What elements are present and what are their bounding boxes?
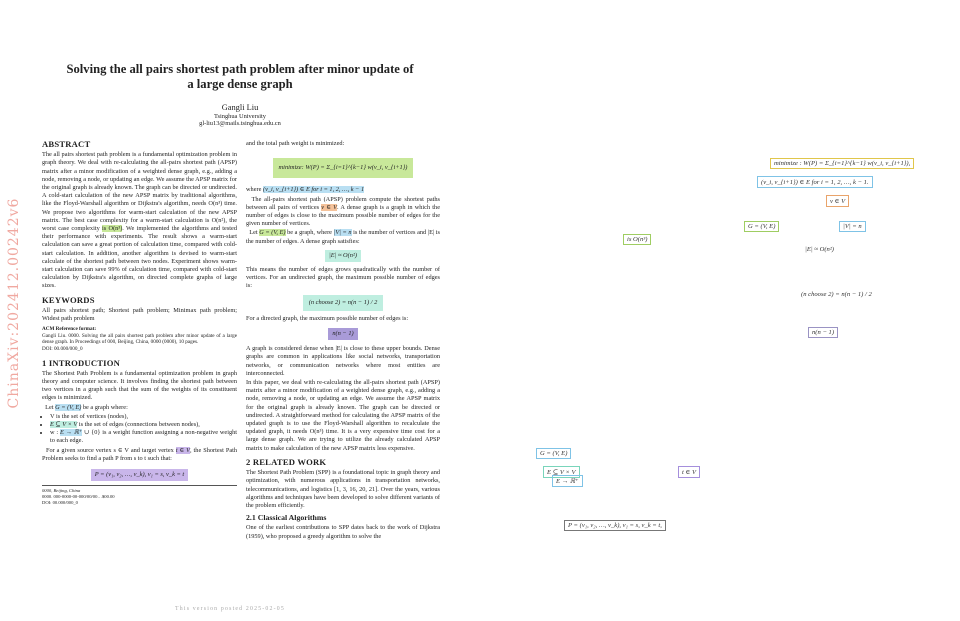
paper-title-line1: Solving the all pairs shortest path problem after minor update of xyxy=(66,62,414,76)
binomial-equation: (n choose 2) = n(n − 1) / 2 xyxy=(303,295,384,311)
panel-edge-set: E ⊆ V × V xyxy=(543,466,580,478)
affiliation: Tsinghua University xyxy=(214,113,266,120)
panel-v-in-v: v ∈ V xyxy=(826,195,849,207)
title-block xyxy=(20,62,460,127)
equation-panel xyxy=(460,0,960,621)
list-item: • V is the set of vertices (nodes), xyxy=(50,413,237,421)
panel-graph-def-2: G = (V, E) xyxy=(536,448,571,459)
intro-let: Let G = (V, E) be a graph where: xyxy=(45,403,128,411)
acm-reference: ACM Reference format: Gangli Liu. 0000. Solving the all pairs shortest path problem after minor update of a large dense graph. In Proceedings of 000, Beijing, China, 0000 (0000), 10 pages. DOI: 00.000/000_0 xyxy=(42,326,237,353)
panel-vertex-count: |V| = n xyxy=(839,221,866,232)
path-equation: P = (v₁, v₂, …, v_k), v₁ = s, v_k = t xyxy=(91,469,188,481)
panel-graph-def: G = (V, E) xyxy=(744,221,779,232)
quadratic-paragraph: This means the number of edges grows quadratically with the number of vertices. For an undirected graph, the maximum possible number of edges is: xyxy=(246,266,440,290)
panel-dense-equation: |E| ≈ O(n²) xyxy=(805,246,834,253)
intro-source-target: For a given source vertex s ∈ V and target vertex t ∈ V, the Shortest Path Problem seeks to find a path P from s to t such that: xyxy=(42,446,238,462)
minimize-equation: minimize: W(P) = Σ_{i=1}^{k−1} w(v_i, v_{i+1}) xyxy=(273,158,414,178)
panel-complexity: is O(n³) xyxy=(623,234,651,245)
panel-path-equation: P = (v₁, v₂, …, v_k), v₁ = s, v_k = t, xyxy=(564,520,666,531)
apsp-paragraph: The all-pairs shortest path (APSP) problem compute the shortest paths between all pairs of vertices v ∈ V. A dense graph is a graph in which the number of edges is close to the maximum possible number of edges for the given number of vertices. xyxy=(246,195,440,228)
list-item: • w : E → ℝ⁺ ∪ {0} is a weight function assigning a non-negative weight to each edge. xyxy=(50,429,237,445)
panel-where-equation: (v_i, v_{i+1}) ∈ E for i = 1, 2, …, k − 1. xyxy=(757,176,873,188)
where-line: where (v_i, v_{i+1}) ∈ E for i = 1, 2, …, k − 1 xyxy=(246,186,365,194)
introduction-heading: 1 INTRODUCTION xyxy=(42,357,121,368)
panel-target-vertex: t ∈ V xyxy=(678,466,700,478)
email: gl-liu13@mails.tsinghua.edu.cn xyxy=(199,120,281,127)
panel-directed-equation: n(n − 1) xyxy=(808,327,838,338)
dense-graph-paragraph: Let G = (V, E) be a graph, where |V| = n is the number of vertices and |E| is the number of edges. A dense graph satisfies: xyxy=(246,229,440,245)
author-name: Gangli Liu xyxy=(221,103,259,112)
abstract-text: The all pairs shortest path problem is a fundamental optimization problem in graph theory. We deal with re-calculating the all-pairs shortest path (APSP) matrix after a minor modification of a weighted dense graph, e.g., adding a node, removing a node, or updating an edge. We assume the APSP matrix for the original graph is already known. The graph can be directed or undirected. A cold-start calculation of the new APSP matrix by traditional algorithms, like the Floyd-Warshall algorithm or Dijkstra's algorithm, needs O(n³) time. We propose two algorithms for warm-start calculation of the new APSP matrix. The best case complexity for a warm-start calculation is O(n²), the worst case complexity is O(n³). We implemented the algorithms and tested their performance with experiments. The result shows a warm-start calculation can save a great portion of calculation time, compared with cold-start calculation. In addition, another algorithm is devised to warm-start calculate of the shortest path between two nodes. Experiment shows warm-start calculation can save 99% of calculation time, compared with cold-start calculation by Dijkstra's algorithm, on directed complete graphs of large sizes. xyxy=(42,151,237,290)
panel-binomial-equation: (n choose 2) = n(n − 1) / 2 xyxy=(801,291,872,298)
watermark: ChinaXiv:202412.00242v6 xyxy=(6,197,22,409)
footnote-block: 0000, Beijing, China 0000. 000-0000-00-000/00/00…$00.00 DOI: 00.000/000_0 xyxy=(42,485,237,505)
approach-paragraph: In this paper, we deal with re-calculating the all-pairs shortest path (APSP) matrix after a minor modification of a weighted dense graph, e.g., adding a node, removing a node, or updating an edge. We assume the APSP matrix for the original graph is already known. The graph can be directed or undirected. A straightforward method for calculating the APSP matrix of the updated graph is to use the Floyd-Warshall algorithm to recalculate the updated graph, it needs O(n³) time. It is a very expensive time cost for a large dense graph. We are trying to utilize the already calculated APSP matrix to make calculation of the new APSP matrix less expensive. xyxy=(246,379,440,452)
panel-minimize-equation: minimize : W(P) = Σ_{i=1}^{k−1} w(v_i, v_{i+1}), xyxy=(770,158,914,169)
right-column xyxy=(246,140,440,542)
classical-algorithms-heading: 2.1 Classical Algorithms xyxy=(246,513,327,523)
directed-equation: n(n − 1) xyxy=(328,328,357,340)
left-column xyxy=(42,140,237,506)
panel-weight-map: E → ℝ⁺ xyxy=(552,475,583,487)
abstract-heading: ABSTRACT xyxy=(42,139,91,149)
related-work-heading: 2 RELATED WORK xyxy=(246,456,327,467)
version-footer: This version posted 2025-02-05 xyxy=(175,606,285,612)
dense-applications-paragraph: A graph is considered dense when |E| is close to these upper bounds. Dense graphs are common in applications like social networks, transportation networks, or communication networks where most entities are interconnected. xyxy=(246,345,440,377)
classical-paragraph: One of the earliest contributions to SPP dates back to the work of Dijkstra (1959), who proposed a greedy algorithm to solve the xyxy=(246,524,440,540)
paper-title-line2: a large dense graph xyxy=(187,77,293,91)
related-work-paragraph: The Shortest Path Problem (SPP) is a foundational topic in graph theory and optimization, with numerous applications in transportation networks, telecommunications, and logistics [1, 3, 16, 20, 21]. Over the years, various algorithms and techniques have been developed to solve different variants of the problem efficiently. xyxy=(246,469,440,509)
directed-paragraph: For a directed graph, the maximum possible number of edges is: xyxy=(246,314,409,322)
intro-paragraph: The Shortest Path Problem is a fundamental optimization problem in graph theory and computer science. It involves finding the shortest path between two vertices in a graph such that the sum of the weights of its constituent edges is minimized. xyxy=(42,369,237,402)
list-item: • E ⊆ V × V is the set of edges (connections between nodes), xyxy=(50,421,237,429)
dense-equation: |E| ≈ O(n²) xyxy=(325,250,361,262)
graph-definition-list xyxy=(50,413,237,446)
right-intro: and the total path weight is minimized: xyxy=(246,140,345,147)
keywords-text: All pairs shortest path; Shortest path problem; Minimax path problem; Widest path problem xyxy=(42,306,237,323)
keywords-heading: KEYWORDS xyxy=(42,294,95,305)
